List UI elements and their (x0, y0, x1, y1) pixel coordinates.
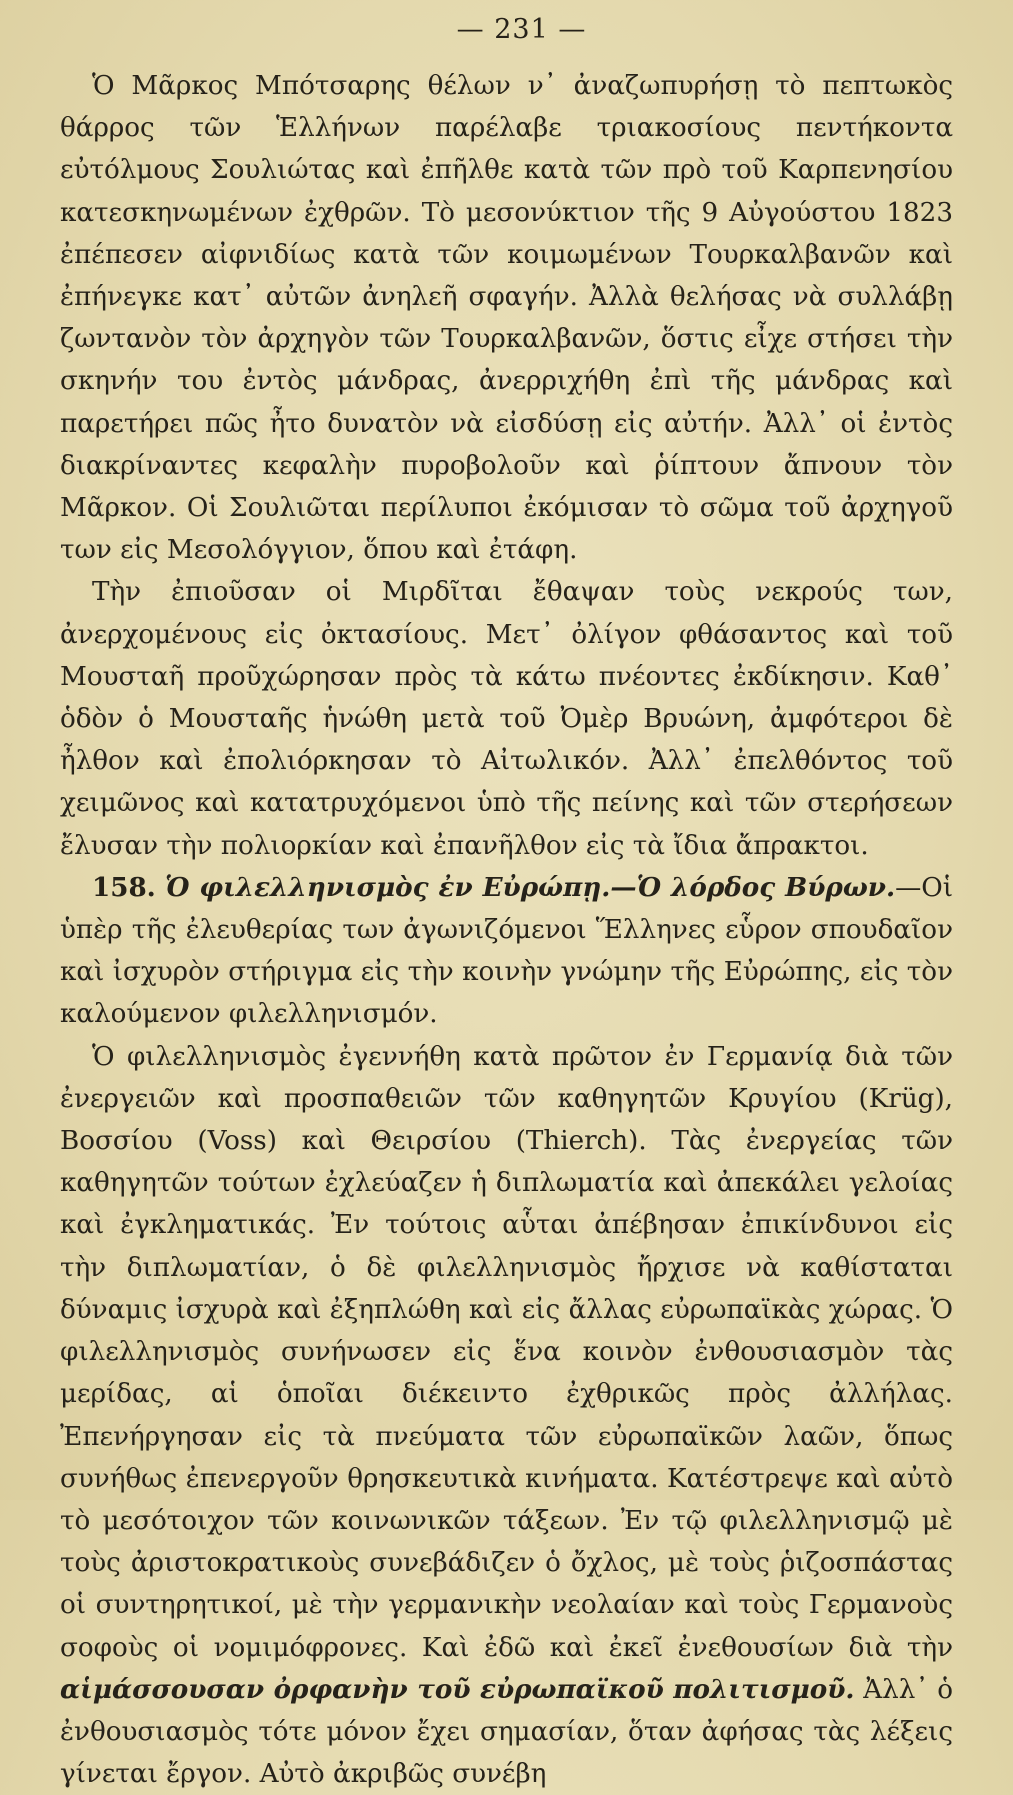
paragraph-markos-botsaris: Ὁ Μᾶρκος Μπότσαρης θέλων ν᾽ ἀναζωπυρήσῃ τὸ πεπτωκὸς θάρρος τῶν Ἑλλήνων παρέλαβε τριακοσίους πεντήκοντα εὐτόλμους Σουλιώτας καὶ ἐπῆλθε κατὰ τῶν πρὸ τοῦ Καρπενησίου κατεσκηνωμένων ἐχθρῶν. Τὸ μεσονύκτιον τῆς 9 Αὐγούστου 1823 ἐπέπεσεν αἰφνιδίως κατὰ τῶν κοιμωμένων Τουρκαλβανῶν καὶ ἐπήνεγκε κατ᾽ αὐτῶν ἀνηλεῆ σφαγήν. Ἀλλὰ θελήσας νὰ συλλάβῃ ζωντανὸν τὸν ἀρχηγὸν τῶν Τουρκαλβανῶν, ὅστις εἶχε στήσει τὴν σκηνήν του ἐντὸς μάνδρας, ἀνερριχήθη ἐπὶ τῆς μάνδρας καὶ παρετήρει πῶς ἦτο δυνατὸν νὰ εἰσδύσῃ εἰς αὐτήν. Ἀλλ᾽ οἱ ἐντὸς διακρίναντες κεφαλὴν πυροβολοῦν καὶ ῥίπτουν ἄπνουν τὸν Μᾶρκον. Οἱ Σουλιῶται περίλυποι ἐκόμισαν τὸ σῶμα τοῦ ἀρχηγοῦ των εἰς Μεσολόγγιον, ὅπου καὶ ἐτάφη. (60, 71, 953, 566)
section-intro-text: —Οἱ ὑπὲρ τῆς ἐλευθερίας των ἀγωνιζόμενοι Ἕλληνες εὗρον σπουδαῖον καὶ ἰσχυρὸν στήριγμα εἰς τὴν κοινὴν γνώμην τῆς Εὐρώπης, εἰς τὸν καλούμενον φιλελληνισμόν. (60, 872, 953, 1030)
philhellenism-text: Ὁ φιλελληνισμὸς ἐγεννήθη κατὰ πρῶτον ἐν Γερμανίᾳ διὰ τῶν ἐνεργειῶν καὶ προσπαθειῶν τῶν καθηγητῶν Κρυγίου (Krüg), Βοσσίου (Voss) καὶ Θειρσίου (Thierch). Τὰς ἐνεργείας τῶν καθηγητῶν τούτων ἐχλεύαζεν ἡ διπλωματία καὶ ἀπεκάλει γελοίας καὶ ἐγκληματικάς. Ἐν τούτοις αὗται ἀπέβησαν ἐπικίνδυνοι εἰς τὴν διπλωματίαν, ὁ δὲ φιλελληνισμὸς ἤρχισε νὰ καθίσταται δύναμις ἰσχυρὰ καὶ ἐξηπλώθη καὶ εἰς ἄλλας εὐρωπαϊκὰς χώρας. Ὁ φιλελληνισμὸς συνήνωσεν εἰς ἕνα κοινὸν ἐνθουσιασμὸν τὰς μερίδας, αἱ ὁποῖαι διέκειντο ἐχθρικῶς πρὸς ἀλλήλας. Ἐπενήργησαν εἰς τὰ πνεύματα τῶν εὐρωπαϊκῶν λαῶν, ὅπως συνήθως ἐπενεργοῦν θρησκευτικὰ κινήματα. Κατέστρεψε καὶ αὐτὸ τὸ μεσότοιχον τῶν κοινωνικῶν τάξεων. Ἐν τῷ φιλελληνισμῷ μὲ τοὺς ἀριστοκρατικοὺς συνεβάδιζεν ὁ ὄχλος, μὲ τοὺς ῥιζοσπάστας οἱ συντηρητικοί, μὲ τὴν γερμανικὴν νεολαίαν καὶ τοὺς Γερμανοὺς σοφοὺς οἱ νομιμόφρονες. Καὶ ἐδῶ καὶ ἐκεῖ ἐνεθουσίων διὰ τὴν (60, 1041, 953, 1663)
philhellenism-text-end: Ἀλλ᾽ ὁ ἐνθουσιασμὸς τότε μόνον ἔχει σημασίαν, ὅταν ἀφήσας τὰς λέξεις γίνεται ἔργον. Αὐτὸ ἀκριβῶς συνέβη (60, 1674, 953, 1790)
section-158-paragraph (60, 867, 953, 1036)
paragraph-mirdites: Τὴν ἐπιοῦσαν οἱ Μιρδῖται ἔθαψαν τοὺς νεκρούς των, ἀνερχομένους εἰς ὀκτασίους. Μετ᾽ ὀλίγον φθάσαντος καὶ τοῦ Μουσταῆ προῦχώρησαν πρὸς τὰ κάτω πνέοντες ἐκδίκησιν. Καθ᾽ ὁδὸν ὁ Μουσταῆς ἡνώθη μετὰ τοῦ Ὀμὲρ Βρυώνη, ἀμφότεροι δὲ ἦλθον καὶ ἐπολιόρκησαν τὸ Αἰτωλικόν. Ἀλλ᾽ ἐπελθόντος τοῦ χειμῶνος καὶ κατατρυχόμενοι ὑπὸ τῆς πείνης καὶ τῶν στερήσεων ἔλυσαν τὴν πολιορκίαν καὶ ἐπανῆλθον εἰς τὰ ἴδια ἄπρακτοι. (60, 577, 953, 861)
emphasized-phrase: αἱμάσσουσαν ὀρφανὴν τοῦ εὐρωπαϊκοῦ πολιτισμοῦ. (60, 1673, 855, 1705)
page-number: — 231 — (456, 14, 587, 45)
section-heading: Ὁ φιλελληνισμὸς ἐν Εὐρώπῃ.—Ὁ λόρδος Βύρων. (164, 871, 896, 903)
section-number: 158. (92, 871, 156, 903)
paragraph-philhellenism (60, 1036, 953, 1795)
